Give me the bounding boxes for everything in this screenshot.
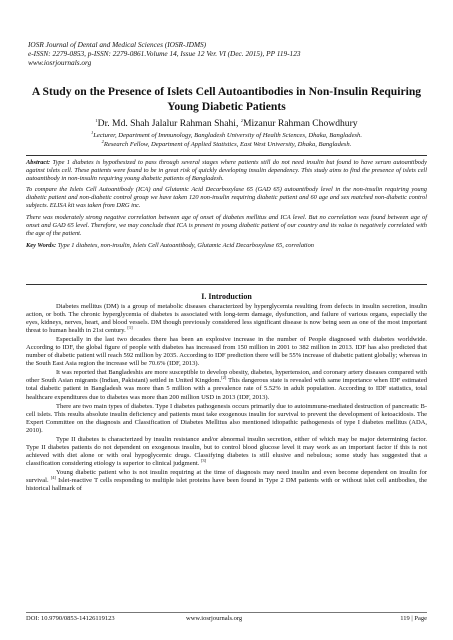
abstract-p3: There was moderately strong negative correlation between age of onset of diabetes mellitus and ICA level. But no correlation was found between age of onset and GAD 65 level. Therefore, we may conclude that ICA is present in young diabetic patient of our country and its value is negatively correlated with the age of the patient. xyxy=(26,213,427,237)
intro-paragraph-5 xyxy=(26,436,427,468)
abstract-label: Abstract: xyxy=(26,159,51,166)
introduction-body xyxy=(26,303,427,494)
affil1-sup: 1 xyxy=(90,129,94,135)
affil1-text: Lecturer, Department of Immunology, Bangladesh University of Health Sciences, Dhaka, Bangladesh. xyxy=(93,132,363,139)
affiliations xyxy=(30,131,423,149)
intro-paragraph-6 xyxy=(26,469,427,493)
intro-p6-text-b: Islet-reactive T cells responding to multiple islet proteins have been found in Type 2 DM patients with or without islet cell antibodies, the historical hallmark of xyxy=(26,476,428,493)
abstract-p1 xyxy=(26,156,427,183)
journal-header xyxy=(28,40,428,67)
author1-sup: 1 xyxy=(95,117,98,123)
footer-page-number: 119 | Page xyxy=(400,615,427,622)
author2-name: Mizanur Rahman Chowdhury xyxy=(243,118,358,129)
affil2-sup: 2 xyxy=(101,138,104,144)
author-line xyxy=(30,118,423,130)
citation-3: [3] xyxy=(200,457,207,463)
abstract-p1-text: Type 1 diabetes is hypothesized to pass through several stages where patients still do not need insulin but found to have serum autoantibody against islets cell. These patients were found to be in great risk of quickly developing insulin dependency. This study aims to find the presence of islets cell autoantibody in non-insulin requiring young diabetic patients of Bangladesh. xyxy=(26,159,427,183)
intro-p1-text: Diabetes mellitus (DM) is a group of metabolic diseases characterized by hyperglycemia resulting from defects in insulin secretion, insulin action, or both. The chronic hyperglycemia of diabetes is associated with long-term damage, dysfunction, and failure of various organs, especially the eyes, kidneys, nerves, heart, and blood vessels. DM though previously considered less significant disease is now being seen as one of the most important threat to human health in 21st century. xyxy=(26,303,427,335)
intro-p3-text-a: It was reported that Bangladeshis are more susceptible to develop obesity, diabetes, hypertension, and coronary artery diseases compared with other South Asian migrants (Indian, Pakistani) settled in United Kingdom. xyxy=(26,369,427,385)
author2-sup: 2 xyxy=(240,117,243,123)
intro-p5-text: Type II diabetes is characterized by insulin resistance and/or abnormal insulin secretion, either of which may be major determining factor. Type II diabetes patients do not dependent on exogenous insulin, but to control blood glucose level it may work as an important factor if this is not achieved with diet alone or with oral hypoglycemic drugs. Classifying diabetes is still elusive and nebulous; some study has suggested that a classification considering etiology is superior to clinical judgment. xyxy=(26,435,427,467)
keywords-label: Key Words: xyxy=(26,241,57,249)
intro-paragraph-2: Especially in the last two decades there has been an explosive increase in the number of People diagnosed with diabetes worldwide. According to IDF, the global figure of people with diabetes has increased from 150 million in 2001 to 382 million in 2013. IDF has also predicted that number of diabetic patient will reach 592 million by 2035. According to IDF prediction there will be 55% increase of diabetic patient globally; whereas in the South East Asia region the increase will be 70.6% (IDF, 2013). xyxy=(26,336,427,368)
citation-4: [4] xyxy=(50,474,56,480)
citation-2: [2] xyxy=(221,375,227,381)
page-footer xyxy=(26,612,427,625)
section-heading-introduction: I. Introduction xyxy=(201,292,252,301)
intro-p3-text-b: This dangerous state is revealed with same importance when IDF estimated total diabetic patient in Bangladesh was more than 5 million with a prevalence rate of 5.52% in adult population. According to IDF statistics, total healthcare expenditures due to diabetes was more than 200 million USD in 2013 (IDF, 2013). xyxy=(26,377,427,401)
journal-name: IOSR Journal of Dental and Medical Sciences (IOSR-JDMS) xyxy=(28,40,207,49)
abstract-p2: To compare the Islets Cell Autoantibody (ICA) and Glutamic Acid Decarboxylase 65 (GAD 65) autoantibody level in the non-insulin requiring young diabetic patient and non-diabetic control group we have taken 120 non-insulin requiring diabetic patient and 60 age and sex matched non-diabetic control subjects. ELISA kit was taken from DRG inc. xyxy=(26,186,427,210)
keywords xyxy=(26,239,427,250)
author1-name: Dr. Md. Shah Jalalur Rahman Shahi, xyxy=(97,118,241,129)
abstract-section xyxy=(26,155,427,285)
intro-paragraph-1 xyxy=(26,303,427,335)
footer-doi[interactable]: DOI: 10.9790/0853-14126119123 xyxy=(26,615,115,622)
footer-url[interactable]: www.iosrjournals.org xyxy=(186,615,243,622)
affil2-text: Research Fellow, Department of Applied Statistics, East West University, Dhaka, Bangladesh. xyxy=(103,141,352,148)
keywords-text: Type 1 diabetes, non-insulin, Islets Cell Autoantibody, Glutamic Acid Decarboxylase 65, correlation xyxy=(56,241,314,249)
affiliation-2 xyxy=(30,140,423,149)
affiliation-1 xyxy=(30,131,423,140)
intro-p6-text-a: Young diabetic patient who is not insulin requiring at the time of diagnosis may need insulin and even become dependent on insulin for survival. xyxy=(26,468,427,484)
intro-paragraph-4: There are two main types of diabetes. Type I diabetes pathogenesis occurs primarily due to autoimmune-mediated destruction of pancreatic B-cell islets. This results absolute insulin deficiency and patients must take exogenous insulin for survival to prevent the development of ketoacidosis. The Expert Committee on the diagnosis and Classification of Diabetes Mellitus also mentioned idiopathic pathogenesis of type I diabetes mellitus (ADA, 2010). xyxy=(26,402,427,434)
paper-title: A Study on the Presence of Islets Cell Autoantibodies in Non-Insulin Requiring Young Diabetic Patients xyxy=(31,85,422,113)
journal-website[interactable]: www.iosrjournals.org xyxy=(28,58,92,67)
citation-1: [1] xyxy=(127,324,133,330)
intro-paragraph-3 xyxy=(26,369,427,401)
journal-issn: e-ISSN: 2279-0853, p-ISSN: 2279-0861.Volume 14, Issue 12 Ver. VI (Dec. 2015), PP 119-123 xyxy=(28,49,301,58)
